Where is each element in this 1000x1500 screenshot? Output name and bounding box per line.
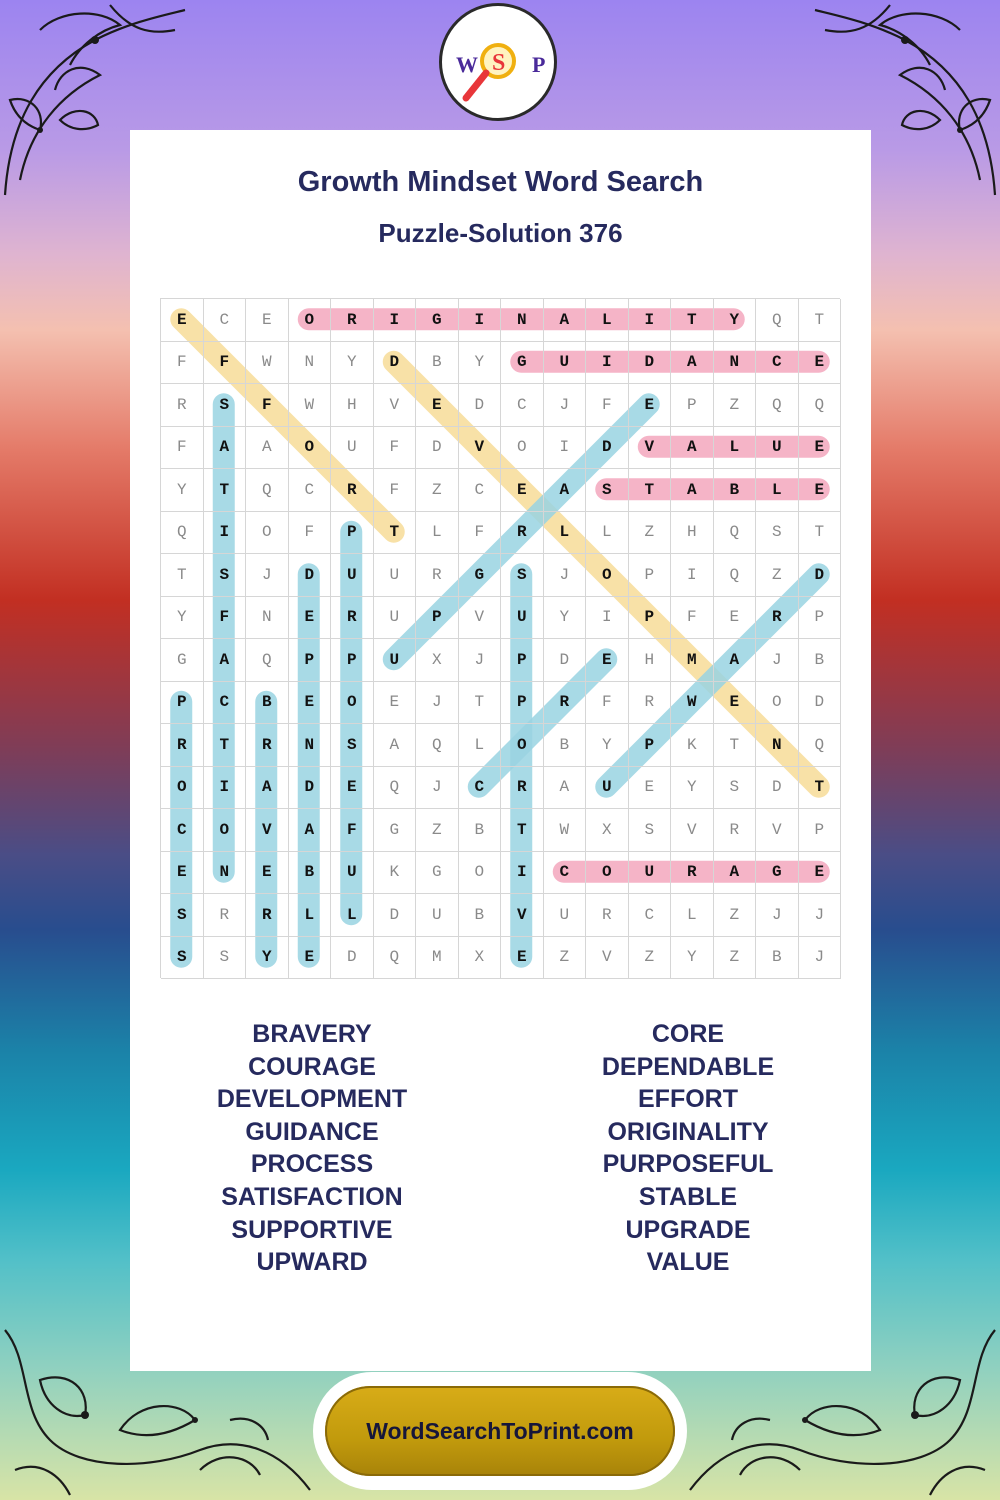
grid-cell[interactable]: I (459, 299, 502, 342)
grid-cell[interactable]: J (544, 384, 587, 427)
grid-cell[interactable]: Q (756, 299, 799, 342)
grid-cell[interactable]: D (416, 427, 459, 470)
grid-cell[interactable]: A (671, 469, 714, 512)
grid-cell[interactable]: B (289, 852, 332, 895)
grid-cell[interactable]: Q (161, 512, 204, 555)
grid-cell[interactable]: I (374, 299, 417, 342)
grid-cell[interactable]: A (204, 427, 247, 470)
grid-cell[interactable]: S (331, 724, 374, 767)
word-list-item: GUIDANCE (245, 1117, 379, 1146)
grid-cell[interactable]: E (161, 299, 204, 342)
grid-cell[interactable]: D (331, 937, 374, 980)
grid-cell[interactable]: D (799, 682, 842, 725)
grid-cell[interactable]: O (756, 682, 799, 725)
grid-cell[interactable]: Z (629, 512, 672, 555)
grid-cell[interactable]: B (459, 894, 502, 937)
word-list-item: PROCESS (250, 1150, 374, 1179)
grid-cell[interactable]: R (544, 682, 587, 725)
grid-cell[interactable]: O (246, 512, 289, 555)
grid-cell[interactable]: E (289, 682, 332, 725)
grid-cell[interactable]: J (544, 554, 587, 597)
word-list-item: DEPENDABLE (601, 1052, 775, 1081)
grid-cell[interactable]: Y (671, 937, 714, 980)
grid-cell[interactable]: F (161, 427, 204, 470)
grid-cell[interactable]: D (586, 427, 629, 470)
grid-cell[interactable]: Y (714, 299, 757, 342)
grid-cell[interactable]: C (204, 682, 247, 725)
grid-cell[interactable]: Z (714, 937, 757, 980)
grid-cell[interactable]: C (629, 894, 672, 937)
grid-cell[interactable]: S (204, 384, 247, 427)
word-list-item: SATISFACTION (221, 1182, 403, 1211)
grid-cell[interactable]: Q (374, 937, 417, 980)
grid-cell[interactable]: P (501, 639, 544, 682)
grid-cell[interactable]: E (331, 767, 374, 810)
grid-cell[interactable]: N (204, 852, 247, 895)
grid-cell[interactable]: T (714, 724, 757, 767)
grid-cell[interactable]: Q (799, 724, 842, 767)
grid-cell[interactable]: T (161, 554, 204, 597)
grid-cell[interactable]: N (289, 724, 332, 767)
word-list-item: VALUE (646, 1248, 730, 1277)
grid-cell[interactable]: A (671, 342, 714, 385)
grid-cell[interactable]: U (629, 852, 672, 895)
grid-cell[interactable]: X (586, 809, 629, 852)
word-list-right (538, 1018, 838, 1279)
grid-cell[interactable]: W (671, 682, 714, 725)
grid-cell[interactable]: Q (416, 724, 459, 767)
grid-cell[interactable]: U (374, 639, 417, 682)
grid-cell[interactable]: R (204, 894, 247, 937)
grid-cell[interactable]: T (799, 767, 842, 810)
grid-cell[interactable]: D (459, 384, 502, 427)
grid-cell[interactable]: O (289, 427, 332, 470)
grid-cell[interactable]: S (629, 809, 672, 852)
grid-cell[interactable]: Z (714, 894, 757, 937)
grid-cell[interactable]: F (374, 427, 417, 470)
grid-cell[interactable]: O (586, 554, 629, 597)
grid-cell[interactable]: F (331, 809, 374, 852)
grid-cell[interactable]: F (374, 469, 417, 512)
grid-cell[interactable]: R (246, 894, 289, 937)
grid-cell[interactable]: W (289, 384, 332, 427)
grid-cell[interactable]: Z (756, 554, 799, 597)
grid-cell[interactable]: R (586, 894, 629, 937)
grid-cell[interactable]: C (204, 299, 247, 342)
grid-cell[interactable]: N (289, 342, 332, 385)
grid-cell[interactable]: N (714, 342, 757, 385)
grid-cell[interactable]: Q (246, 639, 289, 682)
grid-cell[interactable]: F (586, 384, 629, 427)
grid-cell[interactable]: O (289, 299, 332, 342)
grid-cell[interactable]: C (501, 384, 544, 427)
grid-cell[interactable]: O (586, 852, 629, 895)
grid-cell[interactable]: P (501, 682, 544, 725)
grid-cell[interactable]: Z (714, 384, 757, 427)
grid-cell[interactable]: W (544, 809, 587, 852)
grid-cell[interactable]: X (416, 639, 459, 682)
grid-cell[interactable]: U (331, 852, 374, 895)
grid-cell[interactable]: E (629, 767, 672, 810)
grid-cell[interactable]: D (374, 342, 417, 385)
grid-cell[interactable]: C (544, 852, 587, 895)
grid-cell[interactable]: A (544, 469, 587, 512)
logo-letter-w: W (456, 52, 478, 77)
grid-cell[interactable]: U (544, 342, 587, 385)
grid-cell[interactable]: X (459, 937, 502, 980)
grid-cell[interactable]: K (374, 852, 417, 895)
grid-cell[interactable]: E (501, 937, 544, 980)
grid-cell[interactable]: L (586, 512, 629, 555)
grid-cell[interactable]: I (586, 342, 629, 385)
grid-cell[interactable]: G (416, 852, 459, 895)
grid-cell[interactable]: Z (544, 937, 587, 980)
grid-cell[interactable]: O (331, 682, 374, 725)
grid-cell[interactable]: Y (161, 469, 204, 512)
word-list-item: BRAVERY (252, 1020, 372, 1048)
grid-cell[interactable]: T (204, 724, 247, 767)
grid-cell[interactable]: I (544, 427, 587, 470)
grid-cell[interactable]: V (629, 427, 672, 470)
grid-cell[interactable]: E (289, 937, 332, 980)
site-logo[interactable] (439, 3, 557, 121)
grid-cell[interactable]: P (671, 384, 714, 427)
grid-cell[interactable]: Q (799, 384, 842, 427)
grid-cell[interactable]: D (799, 554, 842, 597)
grid-cell[interactable]: L (671, 894, 714, 937)
grid-cell[interactable]: I (501, 852, 544, 895)
grid-cell[interactable]: F (246, 384, 289, 427)
grid-cell[interactable]: R (416, 554, 459, 597)
grid-cell[interactable]: S (756, 512, 799, 555)
grid-cell[interactable]: E (246, 299, 289, 342)
grid-cell[interactable]: U (501, 597, 544, 640)
grid-cell[interactable]: Y (586, 724, 629, 767)
grid-cell[interactable]: A (246, 767, 289, 810)
grid-cell[interactable]: A (544, 767, 587, 810)
grid-cell[interactable]: P (629, 597, 672, 640)
grid-cell[interactable]: Q (714, 554, 757, 597)
grid-cell[interactable]: B (459, 809, 502, 852)
grid-cell[interactable]: D (544, 639, 587, 682)
grid-cell[interactable]: A (544, 299, 587, 342)
grid-cell[interactable]: Y (544, 597, 587, 640)
grid-cell[interactable]: F (459, 512, 502, 555)
grid-cell[interactable]: S (714, 767, 757, 810)
grid-cell[interactable]: T (671, 299, 714, 342)
grid-cell[interactable]: Y (246, 937, 289, 980)
grid-cell[interactable]: J (756, 894, 799, 937)
grid-cell[interactable]: C (459, 469, 502, 512)
page-subtitle: Puzzle-Solution 376 (378, 218, 623, 248)
grid-cell[interactable]: R (671, 852, 714, 895)
grid-cell[interactable]: P (629, 724, 672, 767)
word-list-item: EFFORT (638, 1085, 738, 1114)
grid-cell[interactable]: R (501, 767, 544, 810)
word-list-item: STABLE (638, 1182, 738, 1211)
grid-cell[interactable]: A (246, 427, 289, 470)
grid-cell[interactable]: E (586, 639, 629, 682)
grid-cell[interactable]: D (756, 767, 799, 810)
word-list-item: CORE (651, 1020, 725, 1048)
grid-cell[interactable]: C (756, 342, 799, 385)
grid-cell[interactable]: R (714, 809, 757, 852)
grid-cell[interactable]: E (161, 852, 204, 895)
grid-cell[interactable]: P (289, 639, 332, 682)
grid-cell[interactable]: L (756, 469, 799, 512)
grid-cell[interactable]: E (799, 852, 842, 895)
grid-cell[interactable]: R (331, 469, 374, 512)
grid-cell[interactable]: Y (459, 342, 502, 385)
grid-cell[interactable]: T (629, 469, 672, 512)
grid-cell[interactable]: S (204, 937, 247, 980)
grid-cell[interactable]: G (756, 852, 799, 895)
grid-cell[interactable]: H (671, 512, 714, 555)
grid-cell[interactable]: R (501, 512, 544, 555)
word-list-item: SUPPORTIVE (231, 1215, 393, 1244)
grid-cell[interactable]: U (544, 894, 587, 937)
grid-cell[interactable]: E (289, 597, 332, 640)
grid-cell[interactable]: U (331, 554, 374, 597)
grid-cell[interactable]: D (629, 342, 672, 385)
grid-cell[interactable]: J (246, 554, 289, 597)
grid-cell[interactable]: E (799, 469, 842, 512)
word-list-left (162, 1018, 462, 1279)
grid-cell[interactable]: M (671, 639, 714, 682)
grid-cell[interactable]: G (501, 342, 544, 385)
grid-cell[interactable]: Q (756, 384, 799, 427)
grid-cell[interactable]: D (289, 554, 332, 597)
grid-cell[interactable]: I (204, 512, 247, 555)
grid-cell[interactable]: U (374, 554, 417, 597)
grid-cell[interactable]: L (544, 512, 587, 555)
grid-cell[interactable]: G (374, 809, 417, 852)
grid-cell[interactable]: A (714, 639, 757, 682)
grid-cell[interactable]: J (799, 894, 842, 937)
grid-cell[interactable]: J (799, 937, 842, 980)
grid-cell[interactable]: N (756, 724, 799, 767)
grid-cell[interactable]: V (501, 894, 544, 937)
grid-cell[interactable]: D (289, 767, 332, 810)
grid-cell[interactable]: O (161, 767, 204, 810)
grid-cell[interactable]: J (416, 682, 459, 725)
grid-cell[interactable]: C (459, 767, 502, 810)
grid-cell[interactable]: V (756, 809, 799, 852)
grid-cell[interactable]: L (459, 724, 502, 767)
grid-cell[interactable]: E (714, 682, 757, 725)
grid-cell[interactable]: I (204, 767, 247, 810)
grid-cell[interactable]: R (161, 384, 204, 427)
grid-cell[interactable]: E (374, 682, 417, 725)
grid-cell[interactable]: S (586, 469, 629, 512)
grid-cell[interactable]: R (331, 299, 374, 342)
grid-cell[interactable]: T (374, 512, 417, 555)
grid-cell[interactable]: P (799, 809, 842, 852)
grid-cell[interactable]: U (374, 597, 417, 640)
grid-cell[interactable]: L (289, 894, 332, 937)
grid-cell[interactable]: Y (161, 597, 204, 640)
word-list-item: COURAGE (248, 1052, 376, 1081)
grid-cell[interactable]: P (416, 597, 459, 640)
grid-cell[interactable]: R (161, 724, 204, 767)
grid-cell[interactable]: O (459, 852, 502, 895)
grid-cell[interactable]: B (246, 682, 289, 725)
grid-cell[interactable]: K (671, 724, 714, 767)
grid-cell[interactable]: T (204, 469, 247, 512)
grid-cell[interactable]: A (374, 724, 417, 767)
grid-cell[interactable]: S (501, 554, 544, 597)
grid-cell[interactable]: E (714, 597, 757, 640)
grid-cell[interactable]: S (161, 894, 204, 937)
grid-cell[interactable]: N (501, 299, 544, 342)
grid-cell[interactable]: V (671, 809, 714, 852)
grid-cell[interactable]: G (161, 639, 204, 682)
grid-cell[interactable]: D (374, 894, 417, 937)
grid-cell[interactable]: E (629, 384, 672, 427)
grid-cell[interactable]: S (161, 937, 204, 980)
grid-cell[interactable]: Z (416, 469, 459, 512)
grid-cell[interactable]: I (586, 597, 629, 640)
grid-cell[interactable]: Z (416, 809, 459, 852)
logo-letter-p: P (532, 52, 546, 77)
grid-cell[interactable]: V (459, 427, 502, 470)
grid-cell[interactable]: J (459, 639, 502, 682)
footer-banner-button[interactable] (325, 1386, 675, 1476)
grid-cell[interactable]: E (246, 852, 289, 895)
grid-cell[interactable]: L (416, 512, 459, 555)
grid-cell[interactable]: R (246, 724, 289, 767)
grid-cell[interactable]: I (629, 299, 672, 342)
grid-cell[interactable]: C (289, 469, 332, 512)
grid-cell[interactable]: T (799, 512, 842, 555)
grid-cell[interactable]: A (714, 852, 757, 895)
grid-cell[interactable]: O (204, 809, 247, 852)
grid-cell[interactable]: Q (374, 767, 417, 810)
grid-cell[interactable]: P (161, 682, 204, 725)
grid-cell[interactable]: F (289, 512, 332, 555)
grid-cell[interactable]: Z (629, 937, 672, 980)
grid-cell[interactable]: U (756, 427, 799, 470)
footer-banner-text: WordSearchToPrint.com (366, 1417, 634, 1444)
grid-cell[interactable]: V (586, 937, 629, 980)
grid-cell[interactable]: M (416, 937, 459, 980)
grid-cell[interactable]: E (799, 427, 842, 470)
grid-cell[interactable]: L (331, 894, 374, 937)
grid-cell[interactable]: T (799, 299, 842, 342)
grid-cell[interactable]: B (544, 724, 587, 767)
grid-cell[interactable]: P (331, 512, 374, 555)
grid-cell[interactable]: Q (246, 469, 289, 512)
grid-cell[interactable]: F (204, 342, 247, 385)
grid-cell[interactable]: T (459, 682, 502, 725)
grid-cell[interactable]: Y (671, 767, 714, 810)
word-list-item: UPWARD (256, 1248, 368, 1277)
grid-cell[interactable]: V (374, 384, 417, 427)
grid-cell[interactable]: R (331, 597, 374, 640)
grid-cell[interactable]: R (756, 597, 799, 640)
grid-cell[interactable]: U (416, 894, 459, 937)
footer-banner[interactable] (313, 1372, 687, 1490)
grid-cell[interactable]: Q (714, 512, 757, 555)
grid-cell[interactable]: F (161, 342, 204, 385)
grid-cell[interactable]: H (331, 384, 374, 427)
word-list-item: DEVELOPMENT (216, 1085, 408, 1114)
grid-cell[interactable]: B (799, 639, 842, 682)
word-list-item: UPGRADE (625, 1215, 751, 1244)
word-list-item: ORIGINALITY (607, 1117, 769, 1146)
grid-cell[interactable]: B (756, 937, 799, 980)
grid-cell[interactable]: U (586, 767, 629, 810)
grid-cell[interactable]: G (416, 299, 459, 342)
grid-cell[interactable]: O (501, 427, 544, 470)
grid-cell[interactable]: F (671, 597, 714, 640)
grid-cell[interactable]: E (501, 469, 544, 512)
grid-cell[interactable]: G (459, 554, 502, 597)
word-search-grid (160, 298, 840, 978)
grid-cell[interactable]: S (204, 554, 247, 597)
word-list-item: PURPOSEFUL (602, 1150, 774, 1179)
grid-cell[interactable]: I (671, 554, 714, 597)
grid-cell[interactable]: L (586, 299, 629, 342)
grid-cell[interactable]: W (246, 342, 289, 385)
grid-cell[interactable]: J (416, 767, 459, 810)
grid-cell[interactable]: E (799, 342, 842, 385)
page-title: Growth Mindset Word Search (297, 166, 704, 198)
grid-cell[interactable]: H (629, 639, 672, 682)
grid-cell[interactable]: B (416, 342, 459, 385)
grid-cell[interactable]: O (501, 724, 544, 767)
grid-cell[interactable]: V (246, 809, 289, 852)
grid-cell[interactable]: F (204, 597, 247, 640)
grid-cell[interactable]: P (331, 639, 374, 682)
grid-cell[interactable]: L (714, 427, 757, 470)
grid-cell[interactable]: A (289, 809, 332, 852)
grid-cell[interactable]: R (629, 682, 672, 725)
grid-cell[interactable]: F (586, 682, 629, 725)
grid-cell[interactable]: P (629, 554, 672, 597)
grid-cell[interactable]: U (331, 427, 374, 470)
grid-cell[interactable]: T (501, 809, 544, 852)
grid-cell[interactable]: J (756, 639, 799, 682)
grid-cell[interactable]: N (246, 597, 289, 640)
grid-cell[interactable]: V (459, 597, 502, 640)
grid-cell[interactable]: E (416, 384, 459, 427)
grid-cell[interactable]: C (161, 809, 204, 852)
grid-cell[interactable]: B (714, 469, 757, 512)
grid-cell[interactable]: A (204, 639, 247, 682)
grid-cell[interactable]: A (671, 427, 714, 470)
grid-cell[interactable]: P (799, 597, 842, 640)
logo-letter-s: S (492, 50, 506, 76)
grid-cell[interactable]: Y (331, 342, 374, 385)
